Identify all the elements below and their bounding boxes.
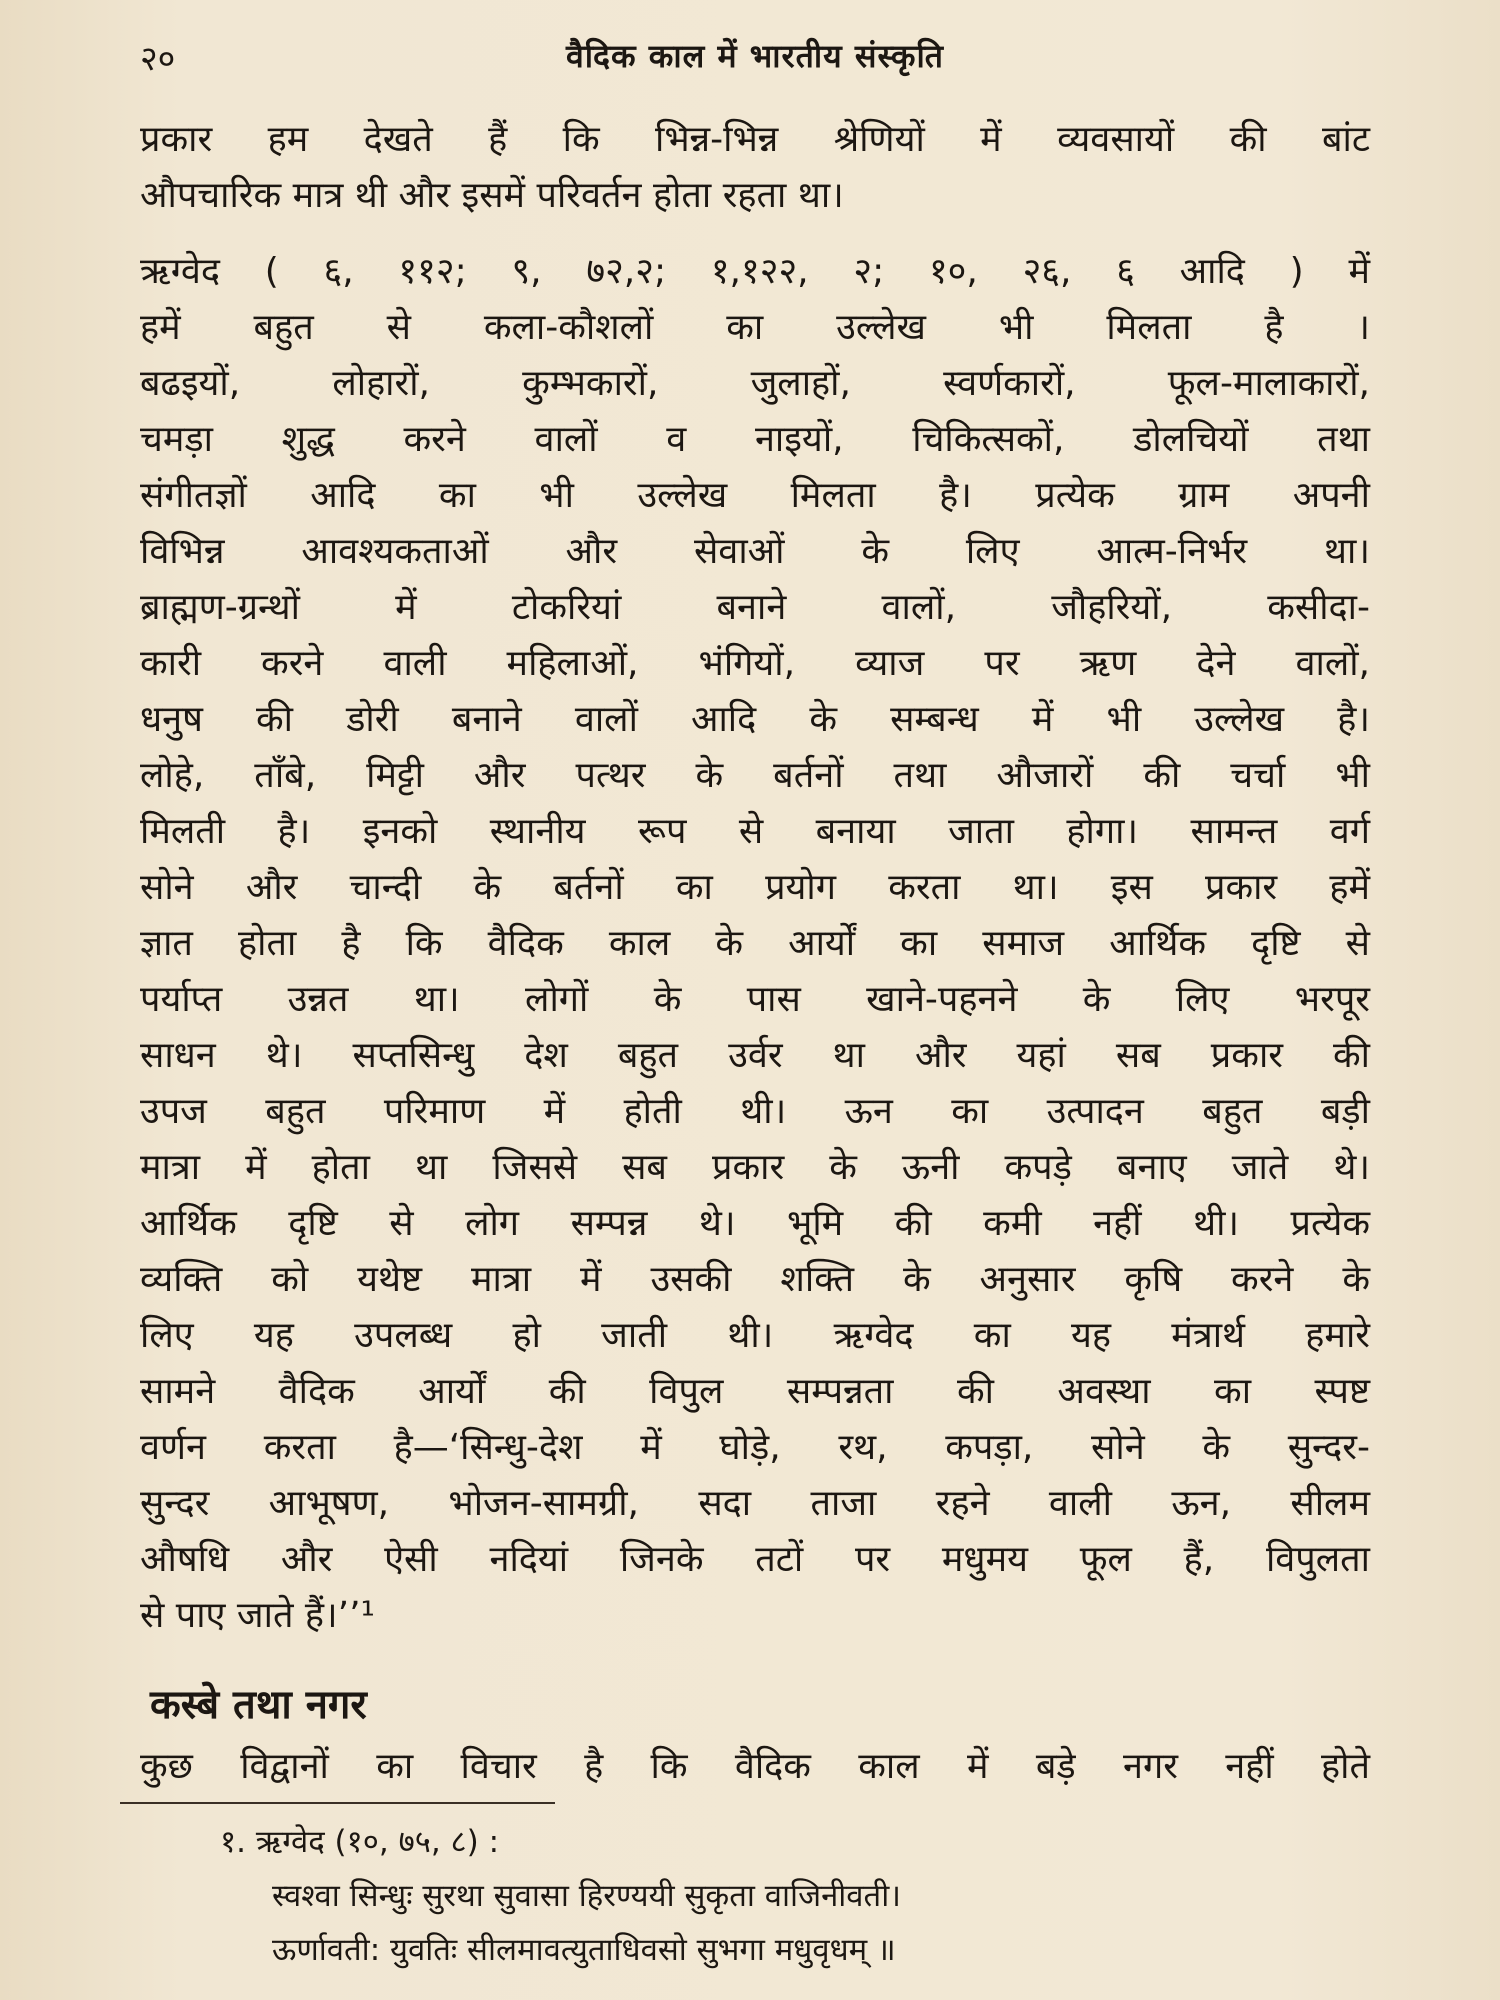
- text-line: पर्याप्त उन्नत था। लोगों के पास खाने-पहनने के लिए भरपूर: [140, 979, 1370, 1020]
- body-text: [140, 112, 1370, 1644]
- paragraph-1: [140, 112, 1370, 224]
- section-first-line: कुछ विद्वानों का विचार है कि वैदिक काल में बड़े नगर नहीं होते: [140, 1746, 1370, 1787]
- footnote-verse-line-2: ऊर्णावती: युवतिः सीलमावत्युताधिवसो सुभगा मधुवृधम् ॥: [272, 1932, 896, 1968]
- footnote-divider: [120, 1802, 555, 1804]
- text-line: लिए यह उपलब्ध हो जाती थी। ऋग्वेद का यह मंत्रार्थ हमारे: [140, 1315, 1370, 1356]
- text-line: ब्राह्मण-ग्रन्थों में टोकरियां बनाने वालों, जौहरियों, कसीदा-: [140, 587, 1370, 628]
- text-line: प्रकार हम देखते हैं कि भिन्न-भिन्न श्रेणियों में व्यवसायों की बांट: [140, 119, 1370, 160]
- text-line: मिलती है। इनको स्थानीय रूप से बनाया जाता होगा। सामन्त वर्ग: [140, 811, 1370, 852]
- text-line: से पाए जाते हैं।’’¹: [140, 1595, 375, 1636]
- text-line: कारी करने वाली महिलाओं, भंगियों, व्याज पर ऋण देने वालों,: [140, 643, 1370, 684]
- page-number: २०: [140, 39, 176, 79]
- text-line: चमड़ा शुद्ध करने वालों व नाइयों, चिकित्सकों, डोलचियों तथा: [140, 419, 1370, 460]
- page-header: [140, 30, 1370, 90]
- running-title: वैदिक काल में भारतीय संस्कृति: [565, 37, 945, 75]
- text-line: आर्थिक दृष्टि से लोग सम्पन्न थे। भूमि की कमी नहीं थी। प्रत्येक: [140, 1203, 1370, 1244]
- text-line: हमें बहुत से कला-कौशलों का उल्लेख भी मिलता है ।: [140, 307, 1370, 348]
- footnote-citation: १. ऋग्वेद (१०, ७५, ८) :: [220, 1824, 500, 1860]
- text-line: सुन्दर आभूषण, भोजन-सामग्री, सदा ताजा रहने वाली ऊन, सीलम: [140, 1483, 1370, 1524]
- text-line: लोहे, ताँबे, मिट्टी और पत्थर के बर्तनों तथा औजारों की चर्चा भी: [140, 755, 1370, 796]
- footnote-verse-line-1: स्वश्वा सिन्धुः सुरथा सुवासा हिरण्ययी सुकृता वाजिनीवती।: [272, 1878, 901, 1914]
- text-line: औपचारिक मात्र थी और इसमें परिवर्तन होता रहता था।: [140, 175, 844, 216]
- text-line: औषधि और ऐसी नदियां जिनके तटों पर मधुमय फूल हैं, विपुलता: [140, 1539, 1370, 1580]
- text-line: मात्रा में होता था जिससे सब प्रकार के ऊनी कपड़े बनाए जाते थे।: [140, 1147, 1370, 1188]
- text-line: ज्ञात होता है कि वैदिक काल के आर्यों का समाज आर्थिक दृष्टि से: [140, 923, 1370, 964]
- text-line: उपज बहुत परिमाण में होती थी। ऊन का उत्पादन बहुत बड़ी: [140, 1091, 1370, 1132]
- paragraph-2: [140, 244, 1370, 1644]
- text-line: सामने वैदिक आर्यों की विपुल सम्पन्नता की अवस्था का स्पष्ट: [140, 1371, 1370, 1412]
- footnote: [220, 1815, 1330, 1977]
- text-line: विभिन्न आवश्यकताओं और सेवाओं के लिए आत्म-निर्भर था।: [140, 531, 1370, 572]
- text-line: संगीतज्ञों आदि का भी उल्लेख मिलता है। प्रत्येक ग्राम अपनी: [140, 475, 1370, 516]
- text-line: साधन थे। सप्तसिन्धु देश बहुत उर्वर था और यहां सब प्रकार की: [140, 1035, 1370, 1076]
- text-line: धनुष की डोरी बनाने वालों आदि के सम्बन्ध में भी उल्लेख है।: [140, 699, 1370, 740]
- text-line: बढइयों, लोहारों, कुम्भकारों, जुलाहों, स्वर्णकारों, फूल-मालाकारों,: [140, 363, 1370, 404]
- text-line: व्यक्ति को यथेष्ट मात्रा में उसकी शक्ति के अनुसार कृषि करने के: [140, 1259, 1370, 1300]
- text-line: ऋग्वेद ( ६, ११२; ९, ७२,२; १,१२२, २; १०, २६, ६ आदि ) में: [140, 251, 1370, 292]
- text-line: वर्णन करता है—‘सिन्धु-देश में घोड़े, रथ, कपड़ा, सोने के सुन्दर-: [140, 1427, 1370, 1468]
- section-heading: कस्बे तथा नगर: [150, 1682, 367, 1728]
- text-line: सोने और चान्दी के बर्तनों का प्रयोग करता था। इस प्रकार हमें: [140, 867, 1370, 908]
